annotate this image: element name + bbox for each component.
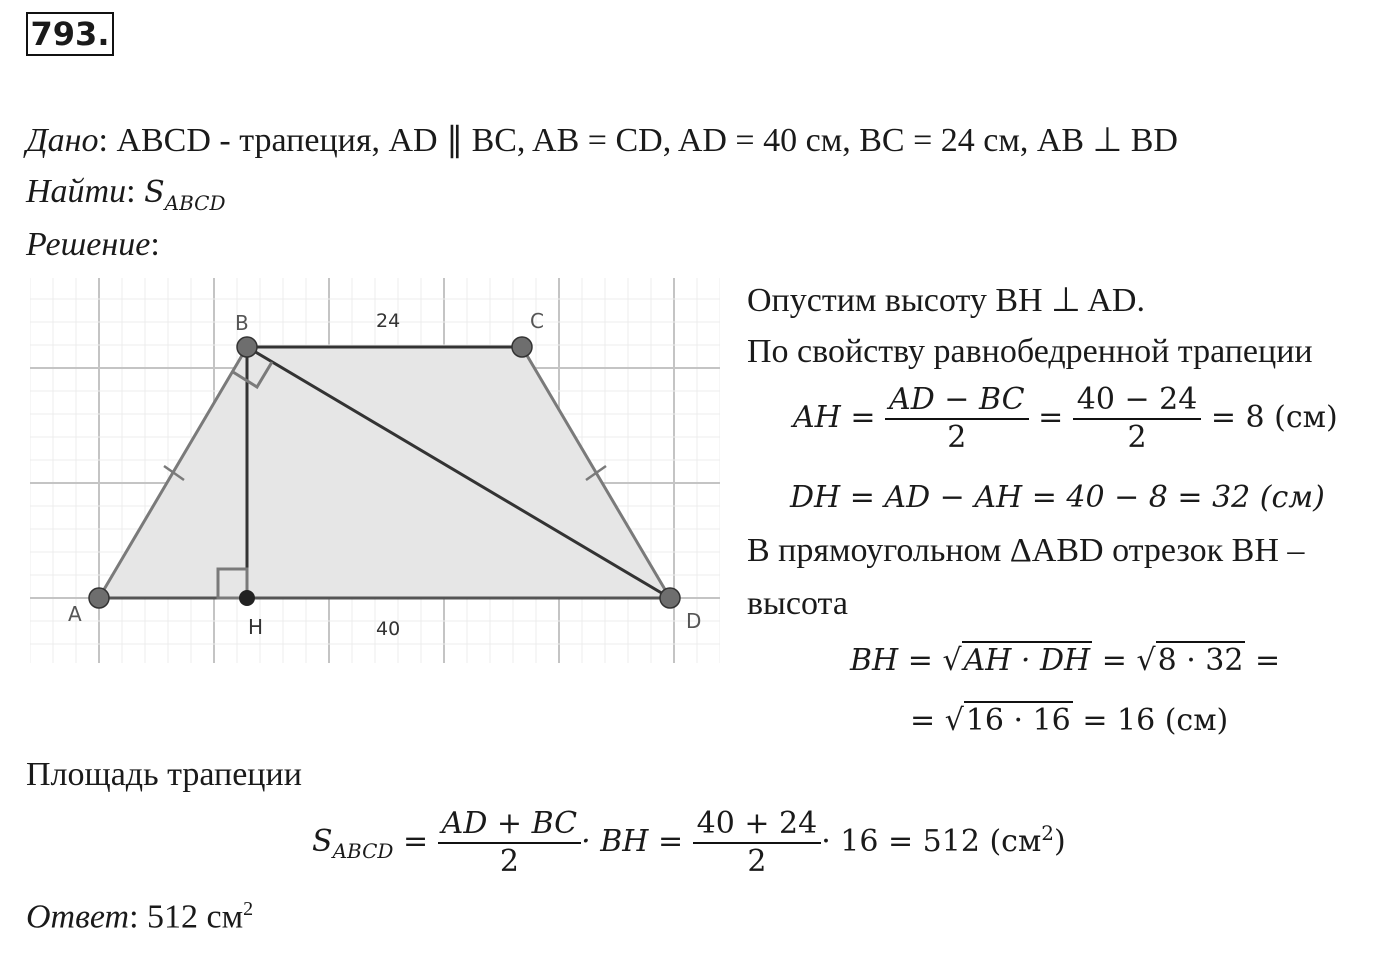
area-eq1: =	[402, 824, 429, 859]
given-line	[26, 120, 1178, 160]
solution-label: Решение	[26, 226, 151, 263]
point-c	[512, 337, 532, 357]
area-sub: ABCD	[332, 839, 394, 863]
area-f1-num: AD + BC	[438, 806, 581, 844]
answer-label: Ответ	[26, 898, 130, 936]
point-b	[237, 337, 257, 357]
label-b: B	[235, 311, 249, 335]
ah-result: = 8 (см)	[1210, 400, 1338, 435]
given-colon: :	[98, 122, 108, 159]
step-3: В прямоугольном ΔABD отрезок BH –	[747, 532, 1305, 569]
ah-fraction-2	[1073, 382, 1202, 456]
label-bc-length: 24	[376, 310, 401, 332]
bh1-radicand-1: AH · DH	[963, 643, 1091, 678]
step-2: По свойству равнобедренной трапеции	[747, 333, 1313, 370]
point-h	[239, 590, 255, 606]
ah-f1-num: AD − BC	[885, 382, 1028, 420]
answer-colon: :	[129, 898, 139, 936]
problem-number: 793.	[26, 12, 114, 56]
find-s: S	[144, 175, 165, 210]
step-1: Опустим высоту BH ⊥ AD.	[747, 282, 1145, 319]
ah-eq: =	[1038, 400, 1064, 435]
bh1-lhs: BH =	[850, 643, 933, 678]
label-h: H	[248, 615, 264, 639]
area-formula	[312, 806, 1066, 880]
ah-f2-den: 2	[1127, 420, 1147, 455]
bh2-lhs: =	[910, 703, 936, 738]
dh-formula: DH = AD − AH = 40 − 8 = 32 (см)	[790, 480, 1325, 515]
ah-formula	[793, 382, 1338, 456]
given-text: ABCD - трапеция, AD ∥ BC, AB = CD, AD = 40 см, BC = 24 см, AB ⊥ BD	[116, 122, 1178, 159]
label-a: A	[68, 602, 82, 626]
label-ad-length: 40	[376, 618, 401, 640]
solution-colon: :	[150, 226, 160, 263]
bh1-eq: =	[1101, 643, 1127, 678]
area-fraction-1	[438, 806, 581, 880]
sqrt-sign-3: √	[944, 703, 964, 738]
area-tail: · 16 = 512 (см	[821, 824, 1042, 859]
bh2-radicand: 16 · 16	[965, 703, 1071, 738]
area-f2-den: 2	[747, 844, 767, 879]
sqrt-sign-1: √	[942, 643, 962, 678]
area-title: Площадь трапеции	[26, 756, 302, 793]
area-f1-den: 2	[499, 844, 519, 879]
bh1-tail: =	[1255, 643, 1281, 678]
ah-f2-num: 40 − 24	[1073, 382, 1202, 420]
point-d	[660, 588, 680, 608]
ah-fraction-1	[885, 382, 1028, 456]
label-c: C	[530, 309, 544, 333]
area-fraction-2	[693, 806, 822, 880]
bh2-result: = 16 (см)	[1082, 703, 1229, 738]
find-colon: :	[126, 173, 136, 210]
sqrt-sign-2: √	[1136, 643, 1156, 678]
bh-formula-2	[910, 703, 1228, 738]
point-a	[89, 588, 109, 608]
solution-line	[26, 226, 160, 264]
trapezoid-figure	[30, 278, 720, 663]
step-4: высота	[747, 585, 848, 622]
bh-formula-1	[850, 643, 1280, 678]
ah-f1-den: 2	[947, 420, 967, 455]
find-line	[26, 173, 225, 215]
answer-value: 512 см	[147, 898, 244, 936]
label-d: D	[686, 609, 702, 633]
answer-sup: 2	[243, 898, 254, 920]
bh1-radicand-2: 8 · 32	[1157, 643, 1244, 678]
area-close: )	[1054, 824, 1066, 859]
find-sub: ABCD	[164, 190, 226, 215]
find-label: Найти	[26, 173, 127, 210]
area-sup: 2	[1041, 821, 1055, 845]
given-label: Дано	[26, 122, 99, 159]
trapezoid-shape	[99, 347, 670, 598]
ah-lhs: AH =	[793, 400, 876, 435]
area-f2-num: 40 + 24	[693, 806, 822, 844]
area-s: S	[312, 824, 333, 859]
answer-line	[26, 898, 253, 936]
area-mul1: · BH =	[581, 824, 684, 859]
